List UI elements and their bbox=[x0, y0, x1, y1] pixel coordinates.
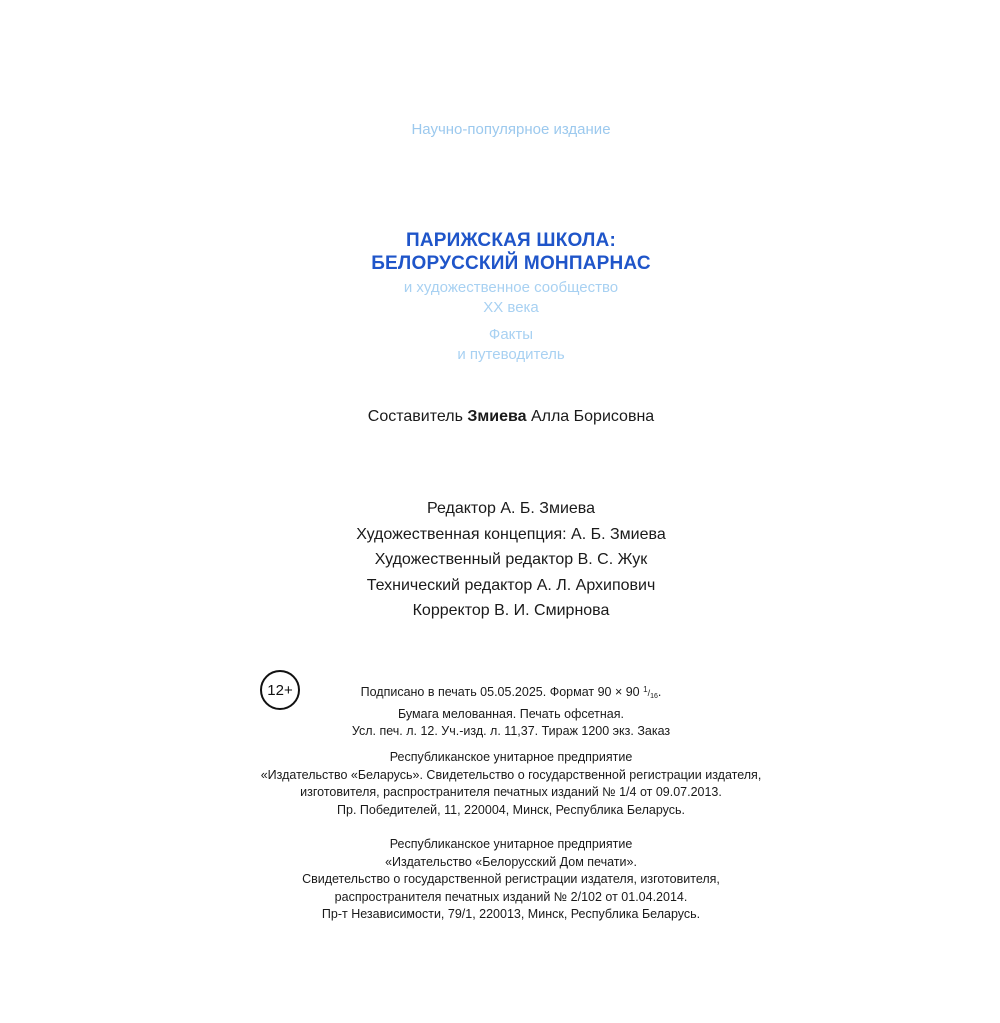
subtitle-block-2 bbox=[0, 325, 1000, 365]
publisher-line-4: Пр. Победителей, 11, 220004, Минск, Республика Беларусь. bbox=[337, 802, 685, 817]
credit-proofreader: Корректор В. И. Смирнова bbox=[412, 602, 610, 619]
print-info bbox=[300, 681, 722, 741]
compiler-label: Составитель bbox=[367, 408, 463, 425]
credit-tech-editor: Технический редактор А. Л. Архипович bbox=[366, 576, 656, 594]
print-info-line-3: Усл. печ. л. 12. Уч.-изд. л. 11,37. Тираж 1200 экз. Заказ bbox=[351, 724, 671, 738]
subtitle-line-4: и путеводитель bbox=[457, 346, 565, 363]
print-info-signed: Подписано в печать 05.05.2025. Формат 90 × 90 bbox=[360, 685, 640, 699]
publisher-line-2: «Издательство «Беларусь». Свидетельство о государственной регистрации издателя, bbox=[260, 767, 762, 782]
format-fraction: $^1/_{16}$ bbox=[643, 685, 658, 700]
printer-line-2: «Издательство «Белорусский Дом печати». bbox=[385, 854, 637, 869]
printer-line-1: Республиканское унитарное предприятие bbox=[389, 837, 633, 851]
printer-line-3: Свидетельство о государственной регистрации издателя, изготовителя, bbox=[302, 872, 720, 886]
publisher-info bbox=[250, 749, 772, 819]
credits-list bbox=[0, 496, 1000, 624]
age-rating-badge: 12+ bbox=[260, 670, 300, 710]
compiler-surname: Змиева bbox=[467, 408, 527, 425]
compiler-line bbox=[0, 408, 1000, 426]
print-info-line-1-end: . bbox=[657, 685, 662, 699]
printer-line-4: распространителя печатных изданий № 2/102 от 01.04.2014. bbox=[334, 889, 688, 904]
credit-art-editor: Художественный редактор В. С. Жук bbox=[374, 551, 648, 568]
subtitle-block-1 bbox=[0, 278, 1000, 318]
credit-art-concept: Художественная концепция: А. Б. Змиева bbox=[356, 525, 666, 543]
publisher-line-3: изготовителя, распространителя печатных изданий № 1/4 от 09.07.2013. bbox=[300, 785, 722, 799]
publication-type: Научно-популярное издание bbox=[411, 121, 611, 138]
format-denominator: 16 bbox=[650, 693, 658, 700]
subtitle-line-2: XX века bbox=[483, 299, 539, 316]
print-info-line-1 bbox=[300, 681, 722, 706]
format-numerator: 1 bbox=[643, 685, 648, 694]
subtitle-line-3: Факты bbox=[488, 326, 534, 343]
publisher-line-1: Республиканское унитарное предприятие bbox=[389, 750, 633, 764]
compiler-name: Алла Борисовна bbox=[530, 408, 655, 425]
title-line-1: ПАРИЖСКАЯ ШКОЛА: bbox=[406, 230, 616, 251]
title-line-2: БЕЛОРУССКИЙ МОНПАРНАС bbox=[371, 253, 651, 274]
printer-line-5: Пр-т Независимости, 79/1, 220013, Минск, Республика Беларусь. bbox=[321, 907, 701, 921]
printer-info bbox=[250, 836, 772, 924]
subtitle-line-1: и художественное сообщество bbox=[403, 279, 619, 296]
print-info-line-2: Бумага мелованная. Печать офсетная. bbox=[397, 706, 624, 721]
book-title bbox=[0, 229, 1000, 275]
credit-editor: Редактор А. Б. Змиева bbox=[427, 500, 595, 517]
